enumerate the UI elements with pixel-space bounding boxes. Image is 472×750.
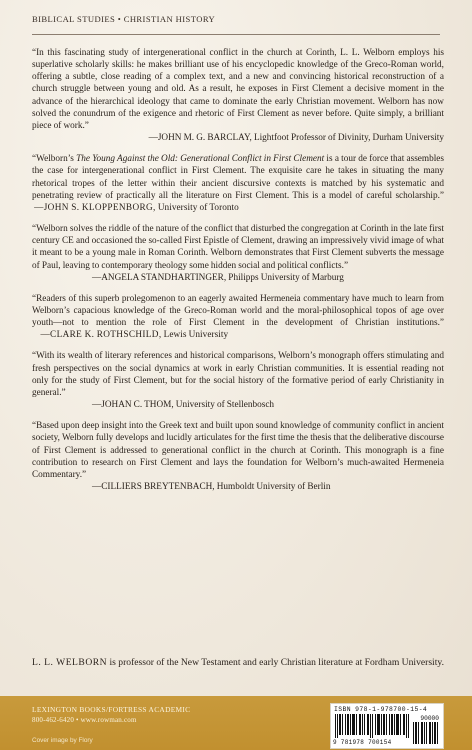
book-title: The Young Against the Old: Generational Conflict in First Clement: [76, 154, 325, 165]
author-bio: [32, 657, 444, 670]
endorsement-attribution: [32, 399, 444, 411]
author-bio-text: is professor of the New Testament and early Christian literature at Fordham University.: [107, 657, 444, 668]
endorsement-thom: [32, 350, 444, 411]
endorsement-text: “Welborn’s: [32, 154, 77, 165]
price-code: 90000: [420, 715, 439, 722]
endorsement-standhartinger: [32, 223, 444, 284]
endorser-name: —JOHN S. KLOPPENBORG,: [34, 202, 156, 213]
publisher-contact: 800-462-6420 • www.rowman.com: [32, 716, 137, 724]
endorser-affiliation: Humboldt University of Berlin: [216, 482, 331, 492]
endorsement-text: “With its wealth of literary references and historical comparisons, Welborn’s monograph offers stimulating and fresh perspectives on the social dynamics at work in early Christian communities. It is essential reading not only for the study of First Clement, but for the social history of the formative period of early Christianity in general.”: [32, 351, 444, 398]
endorser-affiliation: University of Toronto: [157, 202, 239, 213]
author-name: L. L. WELBORN: [32, 657, 108, 668]
publisher-block: [32, 705, 190, 725]
isbn-label: ISBN 978-1-978700-15-4: [334, 706, 428, 713]
supplement-barcode-bars: [413, 722, 439, 744]
endorser-affiliation: University of Stellenbosch: [175, 400, 275, 411]
endorsement-attribution: [40, 330, 228, 340]
endorser-affiliation: Lewis University: [163, 330, 229, 341]
endorsement-kloppenborg: [32, 153, 444, 214]
endorser-name: —CILLIERS BREYTENBACH,: [92, 482, 215, 492]
endorsement-text: “In this fascinating study of intergenerational conflict in the church at Corinth, L. L. Welborn employs his superlative scholarly skills: he makes brilliant use of his encyclopedic knowledge of the Greco-Roman world, offering a subtle, close reading of a complex text, and a new and convincing historical reconstruction of a church struggle between young and old. As a result, he exposes in First Clement a decisive moment in the advance of the hierarchical ideology that came to dominate the early Christian movement. Welborn has now solved the conundrum of the exigence and rhetoric of First Clement as never before. Quite simply, a brilliant piece of work.”: [32, 48, 444, 131]
endorsement-text: is a tour de force that assembles the case for intergenerational conflict in First Clement. The exquisite care he takes in situating the many rhetorical tropes of the letter within their ancient discursive contexts is matched by his systematic and penetrating review of practically all the literature on First Clement. This is a model of careful scholarship.”: [32, 154, 444, 201]
endorsements: [32, 47, 444, 502]
endorsement-rothschild: [32, 293, 444, 342]
endorsement-text: “Readers of this superb prolegomenon to an eagerly awaited Hermeneia commentary have much to learn from Welborn’s capacious knowledge of the Greco-Roman world and the moral-philosophical topos of age over youth—not to mention the role of First Clement in the development of Christian institutions.”: [32, 293, 444, 329]
endorsement-breytenbach: [32, 420, 444, 493]
publisher-name: LEXINGTON BOOKS/FORTRESS ACADEMIC: [32, 705, 191, 714]
category-header: BIBLICAL STUDIES • CHRISTIAN HISTORY: [32, 14, 216, 24]
endorser-name: —ANGELA STANDHARTINGER,: [92, 272, 227, 283]
ean-digits: 9 781978 700154: [333, 739, 392, 746]
cover-credit: Cover image by Flory: [32, 737, 93, 744]
endorsement-attribution: [32, 272, 444, 284]
barcode: [330, 703, 444, 749]
endorsement-attribution: [32, 481, 444, 493]
endorsement-text: “Welborn solves the riddle of the nature of the conflict that disturbed the congregation at Corinth in the late first century CE and occasioned the so-called First Epistle of Clement, drawing an impressively vivid image of what it meant to be a young male in Roman Corinth. Welborn demonstrates that First Clement subverts the message of Paul, leaving to contemporary theology some hidden social and political conflicts.”: [32, 224, 444, 271]
endorsement-barclay: [32, 47, 444, 144]
endorsement-attribution: [34, 203, 239, 213]
endorser-name: —CLARE K. ROTHSCHILD,: [40, 330, 162, 341]
ean-barcode-bars: [335, 714, 409, 738]
endorser-affiliation: Philipps University of Marburg: [228, 272, 344, 283]
header-divider: [32, 34, 440, 35]
endorsement-text: “Based upon deep insight into the Greek text and built upon sound knowledge of community conflict in ancient society, Welborn fully develops and lucidly articulates for the first time the thesis that the deliberative discourse of First Clement is addressed to generational conflict in the church at Corinth. This monograph is a fine contribution to research on First Clement and lays the foundation for Welborn’s much-awaited Hermeneia Commentary.”: [32, 421, 444, 480]
endorser-name: —JOHN M. G. BARCLAY,: [148, 133, 252, 144]
endorser-name: —JOHAN C. THOM,: [92, 400, 174, 411]
endorser-affiliation: Lightfoot Professor of Divinity, Durham University: [253, 133, 444, 144]
endorsement-attribution: [32, 132, 444, 144]
